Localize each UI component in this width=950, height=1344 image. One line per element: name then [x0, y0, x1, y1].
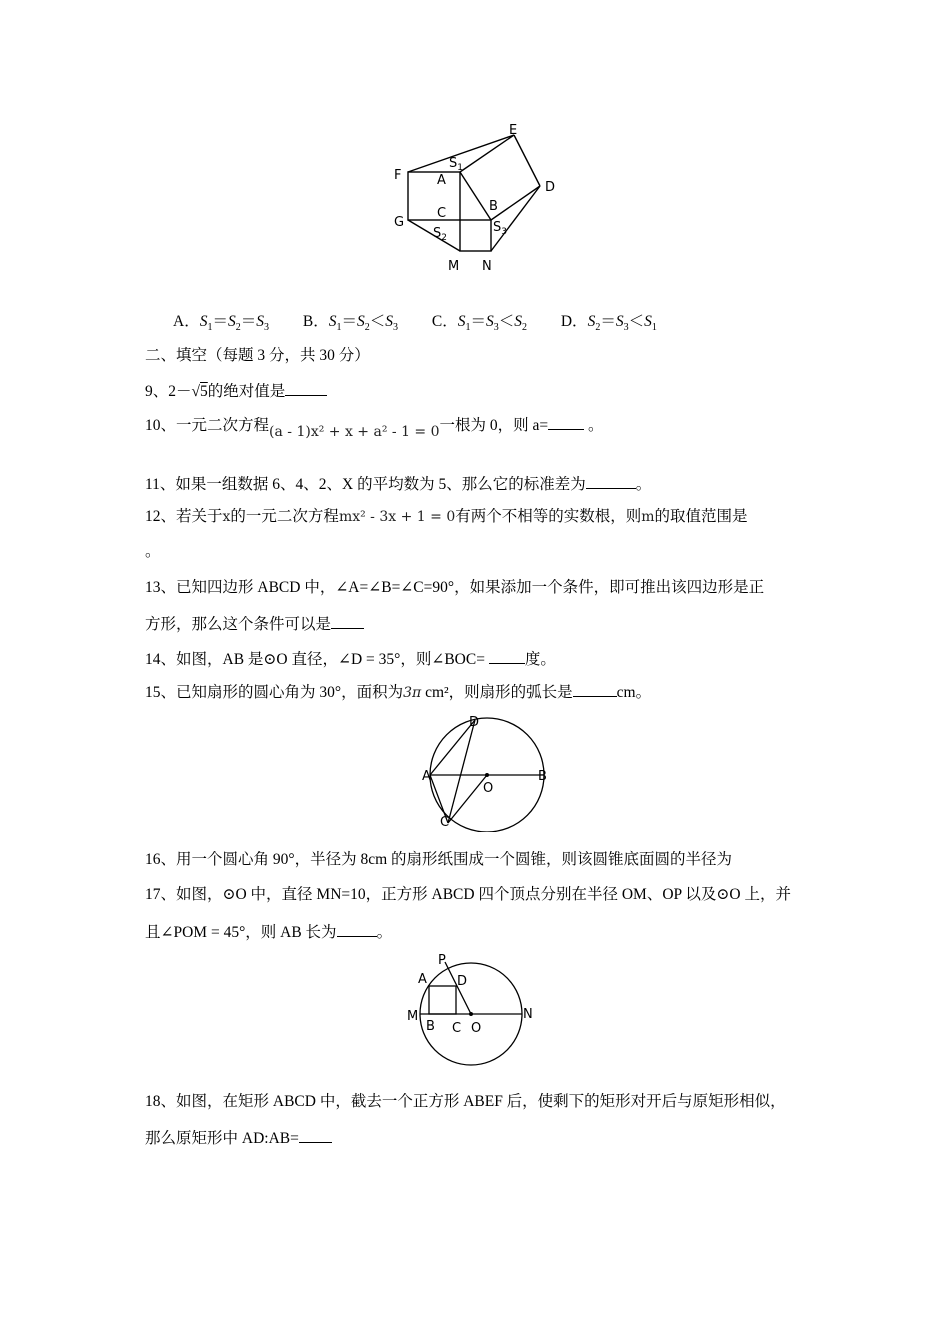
answer-blank	[331, 613, 364, 629]
sqrt-symbol: √	[191, 383, 201, 400]
label-n: N	[482, 259, 492, 274]
section-title: 二、填空（每题 3 分，共 30 分）	[145, 347, 370, 364]
answer-blank	[337, 921, 377, 937]
label-b: B	[489, 199, 498, 214]
question-13-line2: 方形，那么这个条件可以是	[145, 613, 364, 635]
question-10: 10、一元二次方程(a - 1)x² + x + a² - 1 = 0一根为 0，则 a= 。	[145, 414, 604, 436]
label-g: G	[394, 215, 405, 230]
choice-d: D．$S_2=S_3<S_1$	[560, 313, 657, 334]
label-m: M	[407, 1009, 419, 1024]
label-d: D	[457, 974, 468, 989]
square-c	[460, 220, 491, 251]
label-c: C	[437, 206, 447, 221]
choice-b: B．$S_1=S_2<S_3$	[302, 313, 398, 334]
question-12: 12、若关于x的一元二次方程mx² - 3x + 1 = 0有两个不相等的实数根，则m的取值范围是	[145, 508, 748, 525]
label-c: C	[452, 1021, 462, 1036]
label-b: B	[538, 769, 547, 784]
question-18-line2: 那么原矩形中 AD:AB=	[145, 1127, 332, 1149]
label-b: B	[426, 1019, 435, 1034]
question-13-line1: 13、已知四边形 ABCD 中，∠A=∠B=∠C=90°，如果添加一个条件，即可推出该四边形是正	[145, 579, 765, 596]
label-f: F	[394, 168, 402, 183]
label-o: O	[471, 1021, 482, 1036]
label-d: D	[469, 715, 480, 730]
question-15: 15、已知扇形的圆心角为 30°，面积为3π cm²，则扇形的弧长是 cm。	[145, 681, 651, 703]
question-16: 16、用一个圆心角 90°，半径为 8cm 的扇形纸围成一个圆锥，则该圆锥底面圆的半径为	[145, 851, 733, 868]
label-c: C	[440, 815, 450, 830]
figure-circle-diameter	[420, 710, 555, 832]
answer-blank	[586, 473, 636, 489]
square-a	[408, 172, 460, 220]
answer-choices	[173, 312, 687, 338]
square-abcd	[429, 986, 456, 1014]
label-s3: $S_3$	[493, 220, 507, 237]
answer-blank	[573, 681, 617, 697]
label-a: A	[418, 972, 427, 987]
label-d: D	[545, 180, 556, 195]
label-n: N	[523, 1007, 533, 1022]
answer-blank	[299, 1127, 332, 1143]
question-18-line1: 18、如图，在矩形 ABCD 中，截去一个正方形 ABEF 后，使剩下的矩形对开后与原矩形相似，	[145, 1093, 786, 1110]
label-s2: $S_2$	[433, 226, 447, 243]
question-17-line2: 且∠POM = 45°，则 AB 长为 。	[145, 921, 392, 943]
answer-blank	[489, 648, 525, 664]
figure-squares-triangles	[385, 118, 575, 280]
label-e: E	[509, 123, 518, 138]
question-17-line1: 17、如图，⊙O 中，直径 MN=10，正方形 ABCD 四个顶点分别在半径 OM、OP 以及⊙O 上，并	[145, 886, 791, 903]
label-m: M	[448, 259, 460, 274]
label-s1: $S_1$	[449, 156, 463, 173]
answer-blank	[285, 380, 327, 396]
question-14: 14、如图，AB 是⊙O 直径，∠D = 35°，则∠BOC= 度。	[145, 648, 556, 670]
label-o: O	[483, 781, 494, 796]
question-12-line2: 。	[145, 543, 161, 560]
question-9: 9、2－√5的绝对值是	[145, 380, 327, 402]
choice-a: A．$S_1=S_2=S_3$	[173, 313, 269, 334]
figure-circle-square	[405, 952, 540, 1070]
choice-c: C．$S_1=S_3<S_2$	[431, 313, 527, 334]
label-p: P	[438, 953, 446, 968]
question-11: 11、如果一组数据 6、4、2、X 的平均数为 5、那么它的标准差为 。	[145, 473, 651, 495]
label-a: A	[437, 173, 446, 188]
answer-blank	[548, 414, 584, 430]
label-a: A	[422, 769, 431, 784]
